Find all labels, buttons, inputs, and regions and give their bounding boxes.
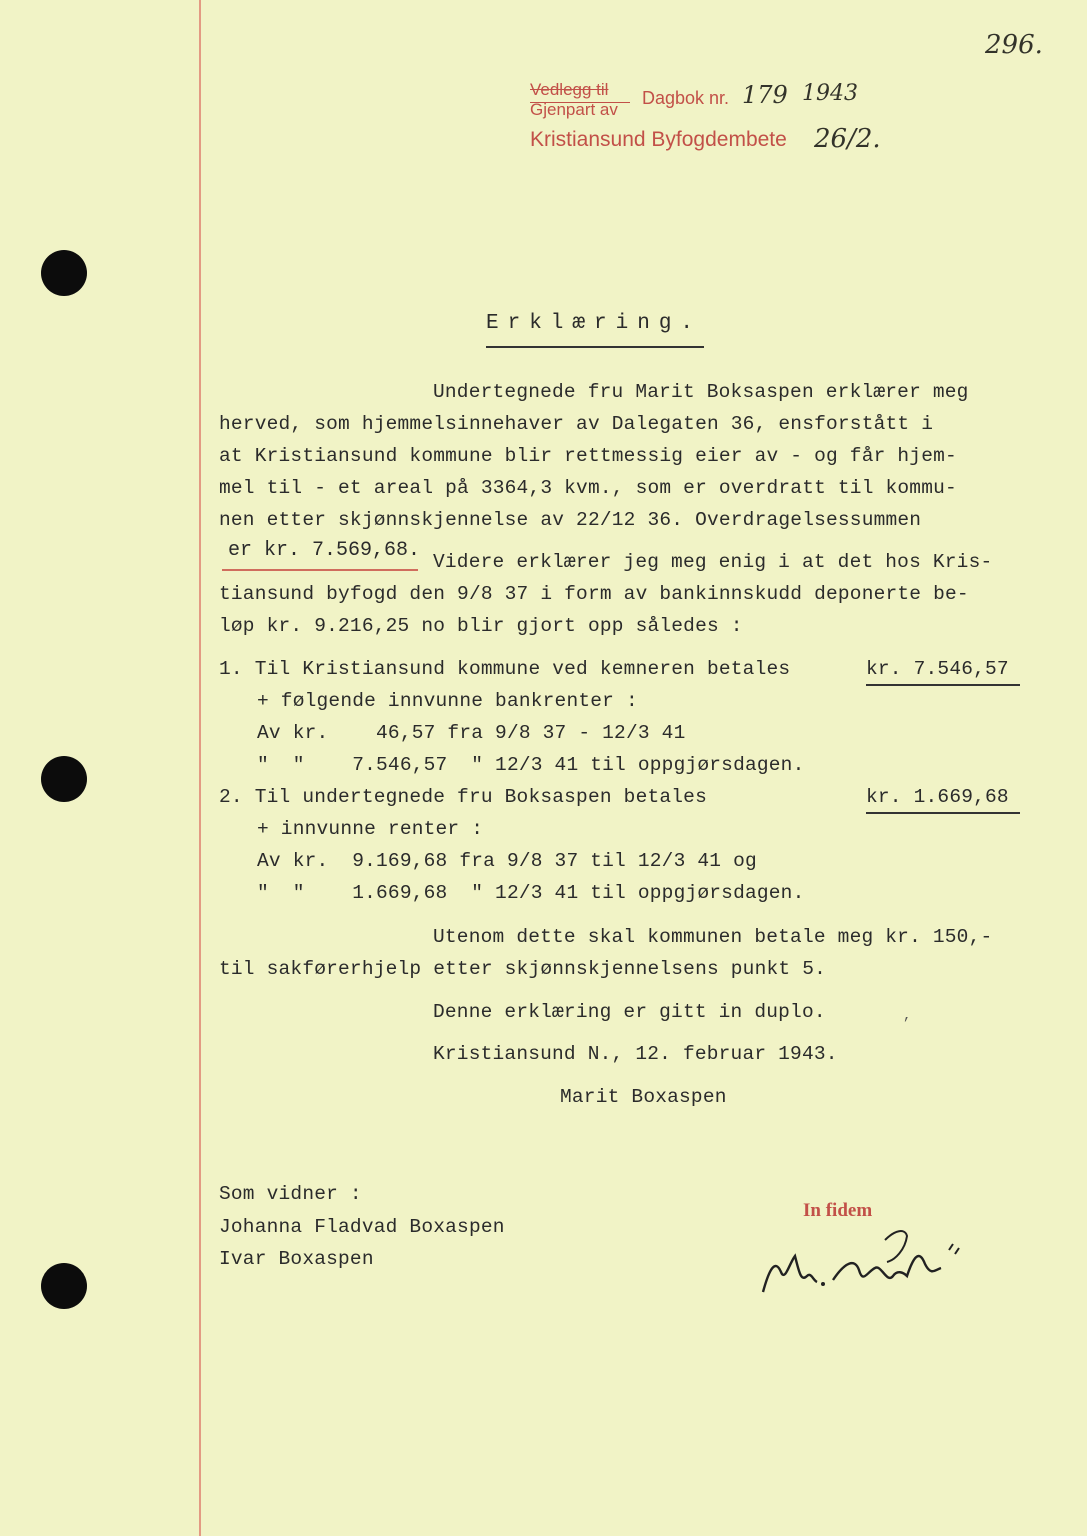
punch-hole <box>41 756 87 802</box>
punch-hole <box>41 1263 87 1309</box>
item-line: " " 7.546,57 " 12/3 41 til oppgjørsdagen. <box>257 754 805 776</box>
body-line: Videre erklærer jeg meg enig i at det hos Kris- <box>433 551 993 573</box>
witness-name: Ivar Boxaspen <box>219 1248 374 1270</box>
punch-hole <box>41 250 87 296</box>
stray-mark: , <box>903 1008 912 1024</box>
item-line: Av kr. 46,57 fra 9/8 37 - 12/3 41 <box>257 722 686 744</box>
stamp-year: 1943 <box>802 81 858 106</box>
closing-line: Denne erklæring er gitt in duplo. <box>433 1001 826 1023</box>
body-line: Undertegnede fru Marit Boksaspen erklærer meg <box>433 381 969 403</box>
margin-line <box>199 0 201 1536</box>
body-line: mel til - et areal på 3364,3 kvm., som er overdratt til kommu- <box>219 477 957 499</box>
amount-underline <box>866 812 1020 814</box>
closing-line: Utenom dette skal kommunen betale meg kr. 150,- <box>433 926 993 948</box>
item-amount: kr. 7.546,57 <box>866 658 1009 680</box>
stamp-dagbok-label: Dagbok nr. <box>642 88 730 108</box>
in-fidem-stamp: In fidem <box>803 1200 873 1221</box>
handwritten-signature <box>755 1210 965 1300</box>
item-line: 1. Til Kristiansund kommune ved kemneren betales <box>219 658 791 680</box>
closing-line: til sakførerhjelp etter skjønnskjennelsens punkt 5. <box>219 958 826 980</box>
body-line: nen etter skjønnskjennelse av 22/12 36. Overdragelsessummen <box>219 509 922 531</box>
amount-underline <box>866 684 1020 686</box>
title-underline <box>486 346 704 348</box>
body-line: herved, som hjemmelsinnehaver av Dalegaten 36, ensforstått i <box>219 413 934 435</box>
item-line: + følgende innvunne bankrenter : <box>257 690 638 712</box>
item-line: " " 1.669,68 " 12/3 41 til oppgjørsdagen. <box>257 882 805 904</box>
item-line: 2. Til undertegnede fru Boksaspen betales <box>219 786 707 808</box>
signer-name: Marit Boxaspen <box>560 1086 727 1108</box>
item-amount: kr. 1.669,68 <box>866 786 1009 808</box>
stamp-office: Kristiansund Byfogdembete <box>530 128 787 151</box>
stamp-dagbok-number: 179 <box>742 81 788 109</box>
document-title: Erklæring. <box>486 312 703 335</box>
witness-label: Som vidner : <box>219 1183 362 1205</box>
item-line: + innvunne renter : <box>257 818 484 840</box>
witness-name: Johanna Fladvad Boxaspen <box>219 1216 505 1238</box>
stamp-date: 26/2. <box>814 124 881 154</box>
body-line: at Kristiansund kommune blir rettmessig eier av - og får hjem- <box>219 445 957 467</box>
red-underline <box>222 569 418 571</box>
stamp-vedlegg: Vedlegg til <box>530 80 609 99</box>
item-line: Av kr. 9.169,68 fra 9/8 37 til 12/3 41 og <box>257 850 757 872</box>
closing-line: Kristiansund N., 12. februar 1943. <box>433 1043 838 1065</box>
registry-stamp <box>530 80 890 190</box>
stamp-gjenpart: Gjenpart av <box>530 100 618 119</box>
handwritten-sum: er kr. 7.569,68. <box>228 539 421 562</box>
body-line: tiansund byfogd den 9/8 37 i form av bankinnskudd deponerte be- <box>219 583 969 605</box>
body-line: løp kr. 9.216,25 no blir gjort opp således : <box>219 615 743 637</box>
page-number: 296. <box>985 30 1043 60</box>
